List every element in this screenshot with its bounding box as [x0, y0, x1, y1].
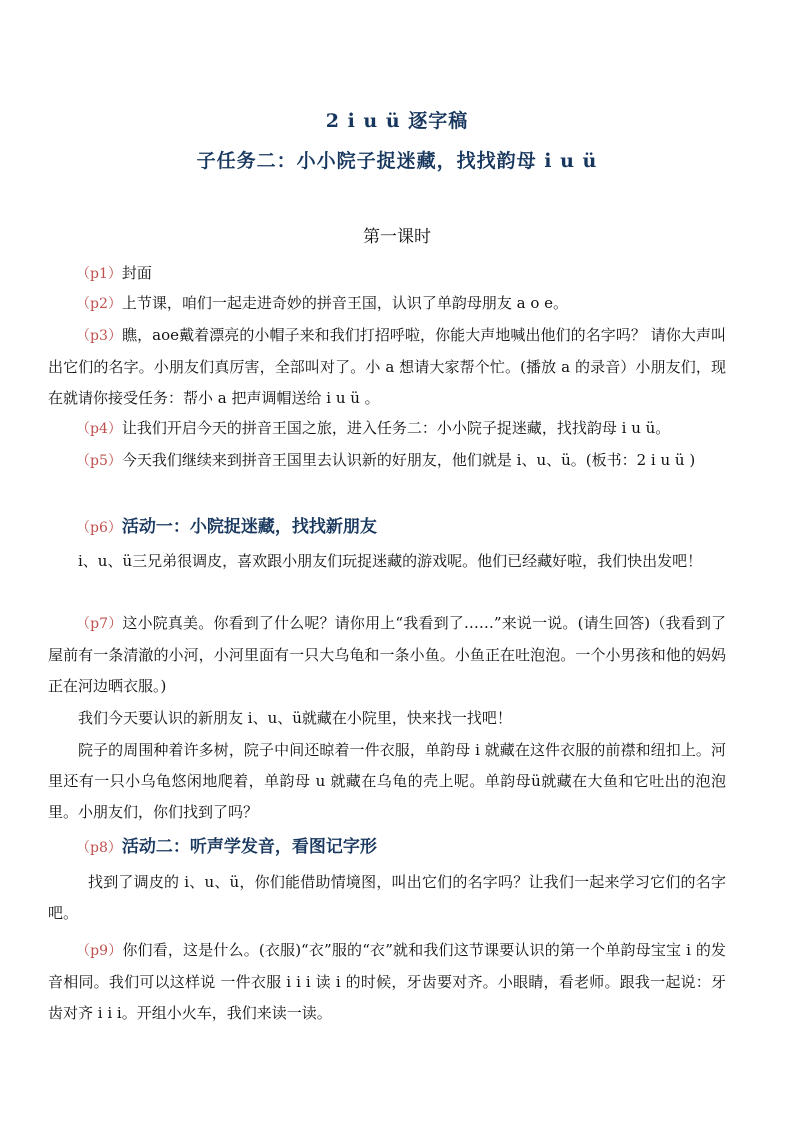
paragraph-p7-body1: 我们今天要认识的新朋友 i、u、ü就藏在小院里，快来找一找吧！: [78, 709, 512, 727]
page-tag: （p5）: [76, 453, 122, 469]
activity-one-body: i、u、ü三兄弟很调皮，喜欢跟小朋友们玩捉迷藏的游戏呢。他们已经藏好啦，我们快出发吧！: [78, 552, 703, 570]
paragraph-text: 瞧，aoe戴着漂亮的小帽子来和我们打招呼啦，你能大声地喊出他们的名字吗？ 请你大声叫出它们的名字。小朋友们真厉害，全部叫对了。小 a 想请大家帮个忙。(播放 a 的录音）小朋友们，现在就请你接受任务：帮小 a 把声调帽送给 i u ü 。: [48, 326, 727, 407]
paragraph-p4: [76, 413, 726, 445]
page-tag: （p1）: [76, 266, 122, 282]
activity-two-heading: [76, 832, 726, 864]
paragraph-text: 封面: [121, 264, 152, 282]
page-tag: （p2）: [76, 296, 122, 312]
document-title: 2 i u ü 逐字稿: [325, 110, 469, 132]
paragraph-p2: [76, 288, 726, 320]
page-tag: （p9）: [76, 943, 123, 959]
activity-title: 活动二：听声学发音，看图记字形: [121, 837, 377, 857]
paragraph-p7-body2: 院子的周围种着许多树，院子中间还晾着一件衣服，单韵母 i 就藏在这件衣服的前襟和纽扣上。河里还有一只小乌龟悠闲地爬着，单韵母 u 就藏在乌龟的壳上呢。单韵母ü就藏在大鱼和它吐出的泡泡里。小朋友们，你们找到了吗？: [48, 741, 726, 821]
page-tag: （p6）: [76, 520, 122, 536]
activity-one-heading: [76, 512, 726, 544]
paragraph-text: 今天我们继续来到拼音王国里去认识新的好朋友，他们就是 i、u、ü。(板书：2 i u ü ): [121, 451, 696, 469]
page-tag: （p7）: [76, 616, 123, 632]
paragraph-p1: [76, 258, 726, 290]
paragraph-text: 让我们开启今天的拼音王国之旅，进入任务二：小小院子捉迷藏，找找韵母 i u ü。: [121, 419, 671, 437]
paragraph-p7: [48, 608, 726, 702]
activity-title: 活动一：小院捉迷藏，找找新朋友: [121, 517, 377, 537]
paragraph-p5: [48, 445, 726, 477]
paragraph-text: 你们看，这是什么。(衣服)“衣”服的“衣”就和我们这节课要认识的第一个单韵母宝宝 i 的发音相同。我们可以这样说 一件衣服 i i i 读 i 的时候，牙齿要对齐。小眼睛，看老师。跟我一起说：牙齿对齐 i i i。开组小火车，我们来读一读。: [48, 941, 727, 1022]
page-tag: （p8）: [76, 840, 122, 856]
page-tag: （p4）: [76, 421, 122, 437]
paragraph-text: 上节课，咱们一起走进奇妙的拼音王国，认识了单韵母朋友 a o e。: [121, 294, 569, 312]
paragraph-p9: [48, 935, 726, 1029]
page-tag: （p3）: [76, 328, 123, 344]
document-subtitle: 子任务二：小小院子捉迷藏，找找韵母 i u ü: [196, 150, 598, 172]
lesson-heading: 第一课时: [363, 227, 431, 247]
paragraph-p3: [48, 320, 726, 414]
activity-two-body: 找到了调皮的 i、u、ü，你们能借助情境图，叫出它们的名字吗？让我们一起来学习它们的名字吧。: [48, 873, 726, 922]
paragraph-text: 这小院真美。你看到了什么呢？请你用上“我看到了……”来说一说。(请生回答)（我看到了屋前有一条清澈的小河，小河里面有一只大乌龟和一条小鱼。小鱼正在吐泡泡。一个小男孩和他的妈妈正在河边晒衣服。): [48, 614, 726, 695]
